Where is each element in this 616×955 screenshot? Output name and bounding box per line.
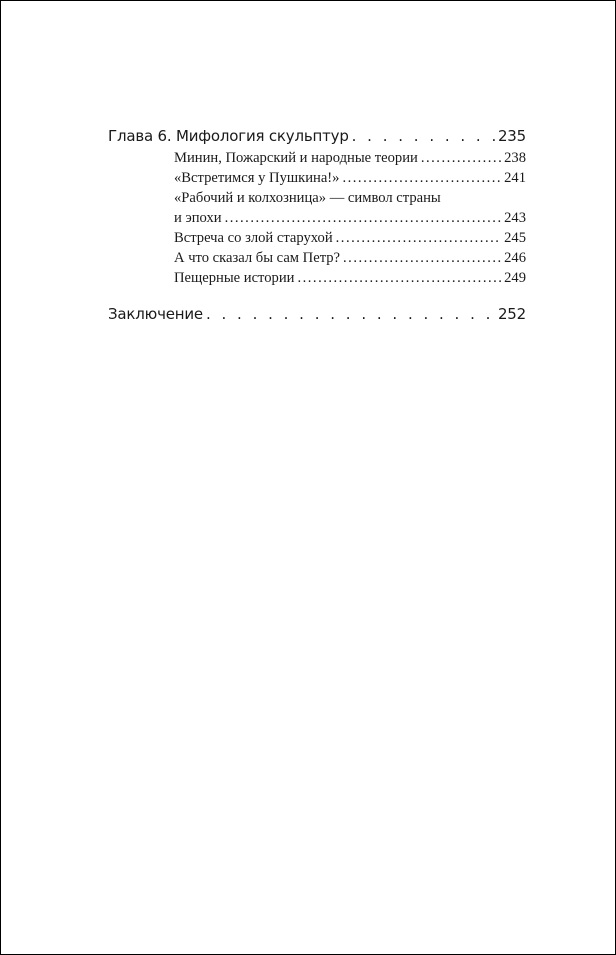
toc-conclusion[interactable]: [108, 302, 526, 326]
entry-title: А что сказал бы сам Петр?: [174, 250, 341, 266]
entry-title-line-2: и эпохи: [174, 210, 222, 226]
entry-title: Минин, Пожарский и народные теории: [174, 150, 418, 166]
dot-leader: [342, 168, 501, 188]
page-number: 249: [504, 270, 526, 286]
entry-title: Пещерные истории: [174, 270, 295, 286]
entry-title-line-2-row: [174, 208, 526, 228]
dot-leader: [225, 208, 502, 228]
dot-leader: [297, 268, 501, 288]
dot-leader: [336, 228, 501, 248]
dot-leader: [352, 124, 495, 148]
entry-title-line-1: «Рабочий и колхозница» — символ страны: [174, 190, 441, 206]
entry-title: «Встретимся у Пушкина!»: [174, 170, 340, 186]
conclusion-title: Заключение: [108, 305, 203, 323]
dot-leader: [343, 248, 501, 268]
toc-entry[interactable]: [108, 228, 526, 248]
entry-title: Встреча со злой старухой: [174, 230, 333, 246]
chapter-title: Глава 6. Мифология скульптур: [108, 127, 349, 145]
page-number: 238: [504, 150, 526, 166]
page-number: 235: [497, 127, 526, 145]
page-number: 243: [504, 210, 526, 226]
toc-chapter-6[interactable]: [108, 124, 526, 148]
page-number: 246: [504, 250, 526, 266]
toc-entry[interactable]: [108, 148, 526, 168]
dot-leader: [421, 148, 501, 168]
toc-entry[interactable]: [108, 168, 526, 188]
toc-entry[interactable]: [108, 268, 526, 288]
page-number: 241: [504, 170, 526, 186]
dot-leader: [206, 302, 495, 326]
toc-entry[interactable]: [108, 188, 526, 228]
page-number: 245: [504, 230, 526, 246]
page-number: 252: [497, 305, 526, 323]
toc-entry[interactable]: [108, 248, 526, 268]
table-of-contents: [108, 124, 526, 326]
